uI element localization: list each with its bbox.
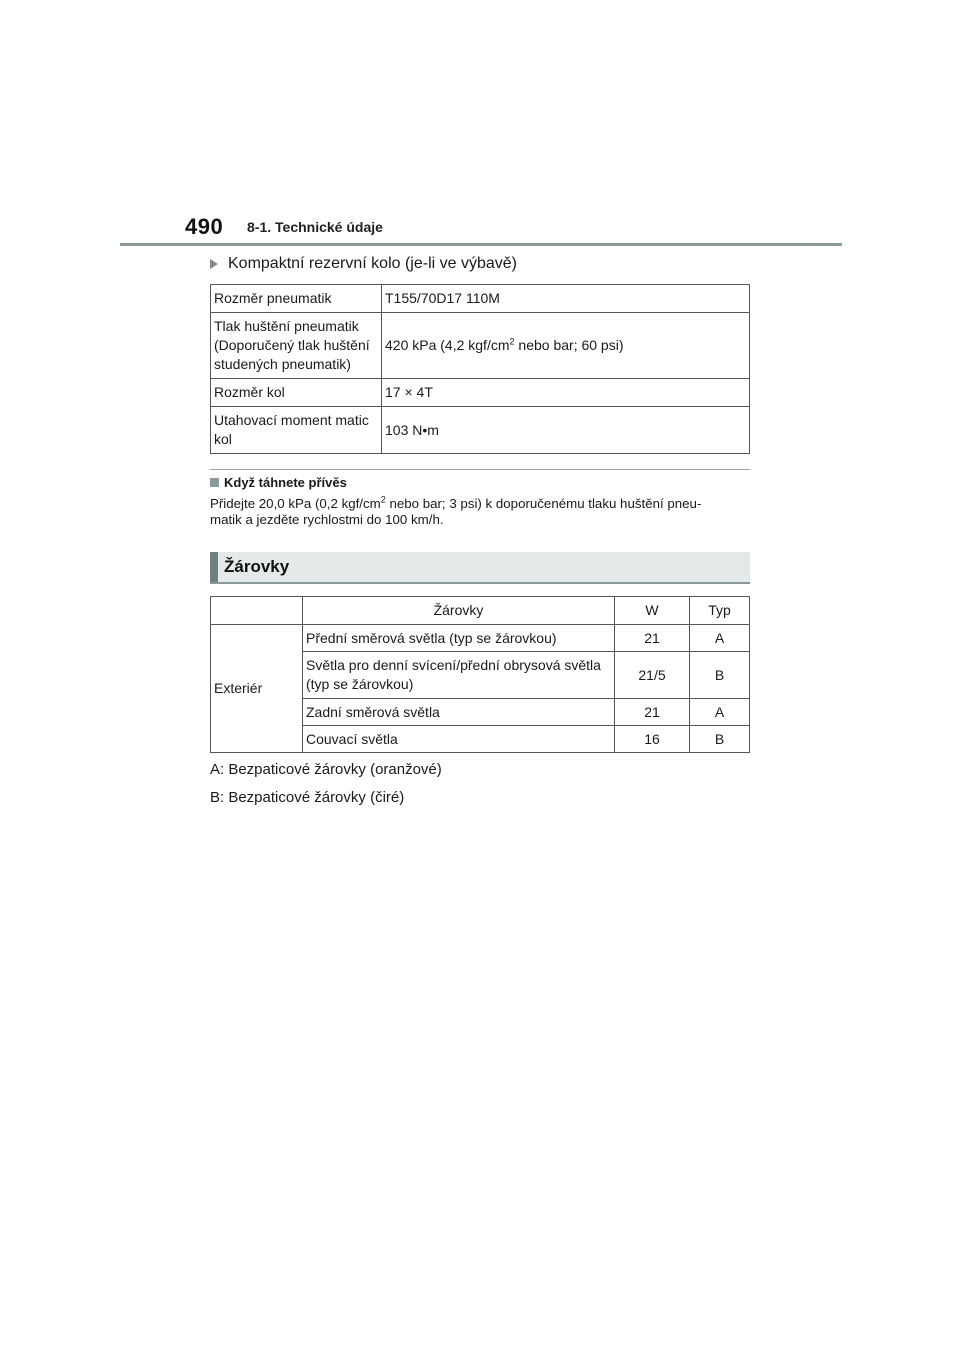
- table-header-row: [211, 597, 750, 625]
- square-bullet-icon: [210, 478, 219, 487]
- bulb-type: B: [690, 652, 750, 699]
- spec-key-line: Utahovací moment matic: [214, 412, 369, 428]
- bulb-type: A: [690, 625, 750, 652]
- spec-key-line: studených pneumatik): [214, 356, 351, 372]
- spec-key: [211, 313, 382, 379]
- bulb-name-line: (typ se žárovkou): [306, 676, 414, 692]
- note-divider: [210, 469, 750, 470]
- spec-key: Rozměr pneumatik: [211, 285, 382, 313]
- bulb-type: B: [690, 726, 750, 753]
- column-header-group: [211, 597, 303, 625]
- table-row: [211, 313, 750, 379]
- spec-key-line: (Doporučený tlak huštění: [214, 337, 370, 353]
- spec-value: T155/70D17 110M: [382, 285, 750, 313]
- spare-wheel-table: [210, 284, 750, 454]
- bulb-watts: 21: [615, 625, 690, 652]
- bulb-name-line: Světla pro denní svícení/přední obrysová světla: [306, 657, 601, 673]
- pressure-value-rest: nebo bar; 60 psi): [514, 337, 624, 353]
- spec-value: [382, 313, 750, 379]
- spec-key: [211, 407, 382, 454]
- spare-wheel-heading-text: Kompaktní rezervní kolo (je-li ve výbavě): [228, 255, 517, 272]
- group-cell: Exteriér: [211, 625, 303, 753]
- bulb-name: Couvací světla: [303, 726, 615, 753]
- band-accent-bar: [210, 552, 218, 582]
- spare-wheel-heading: [210, 255, 517, 273]
- spec-key-line: kol: [214, 431, 232, 447]
- towing-text-part: nebo bar; 3 psi) k doporučenému tlaku huštění pneu-: [385, 496, 702, 511]
- superscript: 2: [509, 336, 515, 347]
- legend-b: B: Bezpaticové žárovky (čiré): [210, 789, 405, 806]
- header-rule: [120, 243, 842, 246]
- towing-note-title: [210, 475, 347, 490]
- towing-text-part: Přidejte 20,0 kPa (0,2 kgf/cm: [210, 496, 381, 511]
- towing-note-line: matik a jezděte rychlostmi do 100 km/h.: [210, 512, 444, 527]
- table-row: [211, 285, 750, 313]
- triangle-bullet-icon: [210, 259, 218, 269]
- bulbs-section-band: [210, 552, 750, 584]
- bulb-name: Zadní směrová světla: [303, 699, 615, 726]
- bulbs-section-title: Žárovky: [224, 557, 290, 576]
- section-title: 8-1. Technické údaje: [247, 219, 383, 235]
- towing-note-title-text: Když táhnete přívěs: [224, 475, 347, 490]
- superscript: 2: [380, 494, 386, 505]
- column-header-w: W: [615, 597, 690, 625]
- spec-key: Rozměr kol: [211, 379, 382, 407]
- column-header-bulbs: Žárovky: [303, 597, 615, 625]
- bulb-watts: 21: [615, 699, 690, 726]
- bulb-name: Přední směrová světla (typ se žárovkou): [303, 625, 615, 652]
- table-row: [211, 407, 750, 454]
- bulb-watts: 16: [615, 726, 690, 753]
- column-header-type: Typ: [690, 597, 750, 625]
- spec-value: 103 N•m: [382, 407, 750, 454]
- pressure-value: 420 kPa (4,2 kgf/cm: [385, 337, 510, 353]
- bulb-name: [303, 652, 615, 699]
- spec-key-line: Tlak huštění pneumatik: [214, 318, 359, 334]
- towing-note-text: [210, 496, 755, 528]
- page-number: 490: [185, 214, 224, 239]
- towing-note-line: [210, 496, 755, 512]
- legend-a: A: Bezpaticové žárovky (oranžové): [210, 761, 442, 778]
- spec-value: 17 × 4T: [382, 379, 750, 407]
- bulb-type: A: [690, 699, 750, 726]
- table-row: [211, 625, 750, 652]
- bulbs-table: [210, 596, 750, 753]
- table-row: [211, 379, 750, 407]
- bulb-watts: 21/5: [615, 652, 690, 699]
